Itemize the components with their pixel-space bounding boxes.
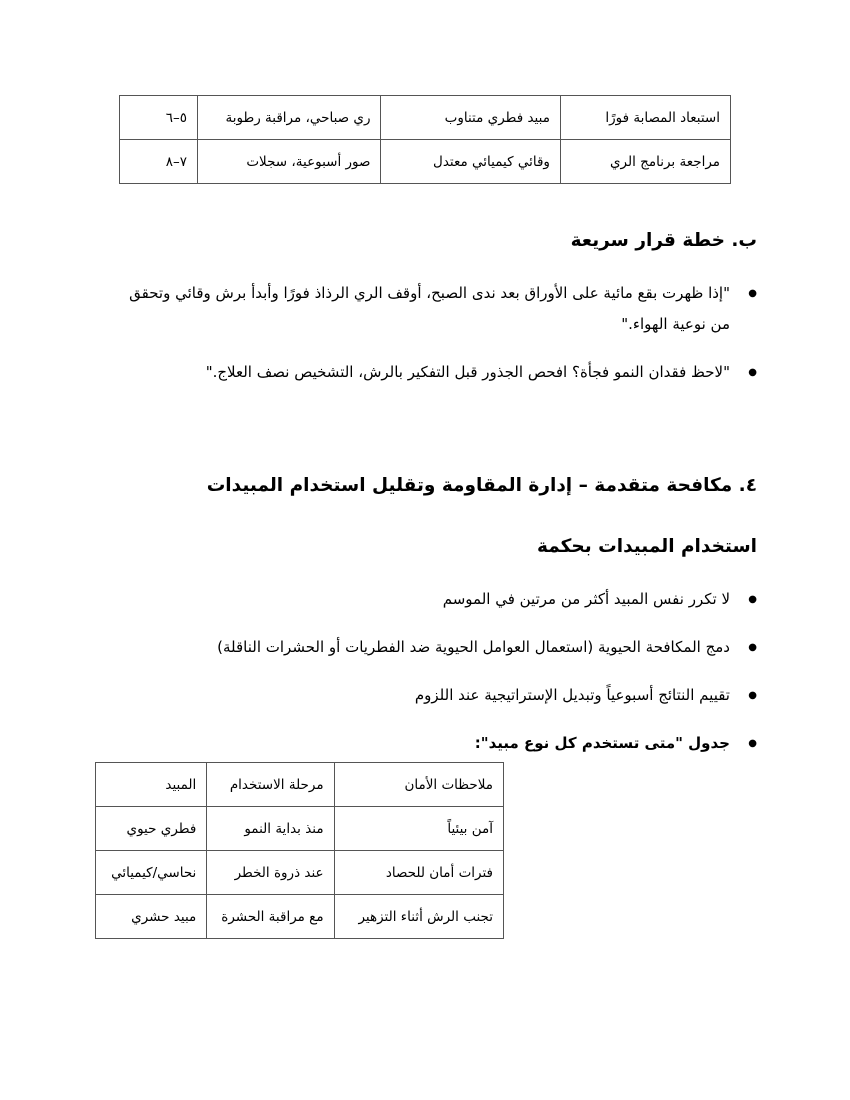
- table-cell: فترات أمان للحصاد: [334, 851, 503, 895]
- quick-plan-heading: ب. خطة قرار سريعة: [570, 230, 757, 251]
- wise-use-heading: استخدام المبيدات بحكمة: [537, 536, 757, 557]
- table-cell: ٧–٨: [120, 140, 198, 184]
- table-cell: استبعاد المصابة فورًا: [560, 96, 730, 140]
- table-row: [120, 140, 731, 184]
- table-cell: وقائي كيميائي معتدل: [381, 140, 560, 184]
- table-cell: مبيد حشري: [96, 895, 207, 939]
- table-row: [96, 851, 504, 895]
- list-item: ● دمج المكافحة الحيوية (استعمال العوامل الحيوية ضد الفطريات أو الحشرات الناقلة): [117, 632, 757, 663]
- wise-use-list: [117, 584, 757, 776]
- treatment-table: [119, 95, 731, 184]
- table-header-cell: مرحلة الاستخدام: [207, 763, 334, 807]
- list-item: ● "لاحظ فقدان النمو فجأة؟ افحص الجذور قبل التفكير بالرش، التشخيص نصف العلاج.": [127, 357, 757, 388]
- table-cell: آمن بيئياً: [334, 807, 503, 851]
- list-item: ● لا تكرر نفس المبيد أكثر من مرتين في الموسم: [117, 584, 757, 615]
- list-item: ● "إذا ظهرت بقع مائية على الأوراق بعد ندى الصبح، أوقف الري الرذاذ فورًا وأبدأ برش وقائي وتحقق من نوعية الهواء.": [127, 278, 757, 340]
- table-cell: فطري حيوي: [96, 807, 207, 851]
- table-cell: مراجعة برنامج الري: [560, 140, 730, 184]
- pesticide-table: [95, 762, 504, 939]
- table-cell: مبيد فطري متناوب: [381, 96, 560, 140]
- table-cell: عند ذروة الخطر: [207, 851, 334, 895]
- list-item: ● جدول "متى تستخدم كل نوع مبيد":: [117, 728, 757, 759]
- table-header-row: [96, 763, 504, 807]
- table-cell: تجنب الرش أثناء التزهير: [334, 895, 503, 939]
- table-cell: صور أسبوعية، سجلات: [197, 140, 381, 184]
- quick-plan-list: [127, 278, 757, 405]
- table-row: [96, 807, 504, 851]
- table-cell: مع مراقبة الحشرة: [207, 895, 334, 939]
- table-header-cell: المبيد: [96, 763, 207, 807]
- table-row: [120, 96, 731, 140]
- table-cell: نحاسي/كيميائي: [96, 851, 207, 895]
- table-cell: منذ بداية النمو: [207, 807, 334, 851]
- table-row: [96, 895, 504, 939]
- list-item: ● تقييم النتائج أسبوعياً وتبديل الإستراتيجية عند اللزوم: [117, 680, 757, 711]
- table-cell: ٥–٦: [120, 96, 198, 140]
- table-cell: ري صباحي، مراقبة رطوبة: [197, 96, 381, 140]
- section-4-heading: ٤. مكافحة متقدمة – إدارة المقاومة وتقليل استخدام المبيدات: [206, 475, 757, 496]
- table-header-cell: ملاحظات الأمان: [334, 763, 503, 807]
